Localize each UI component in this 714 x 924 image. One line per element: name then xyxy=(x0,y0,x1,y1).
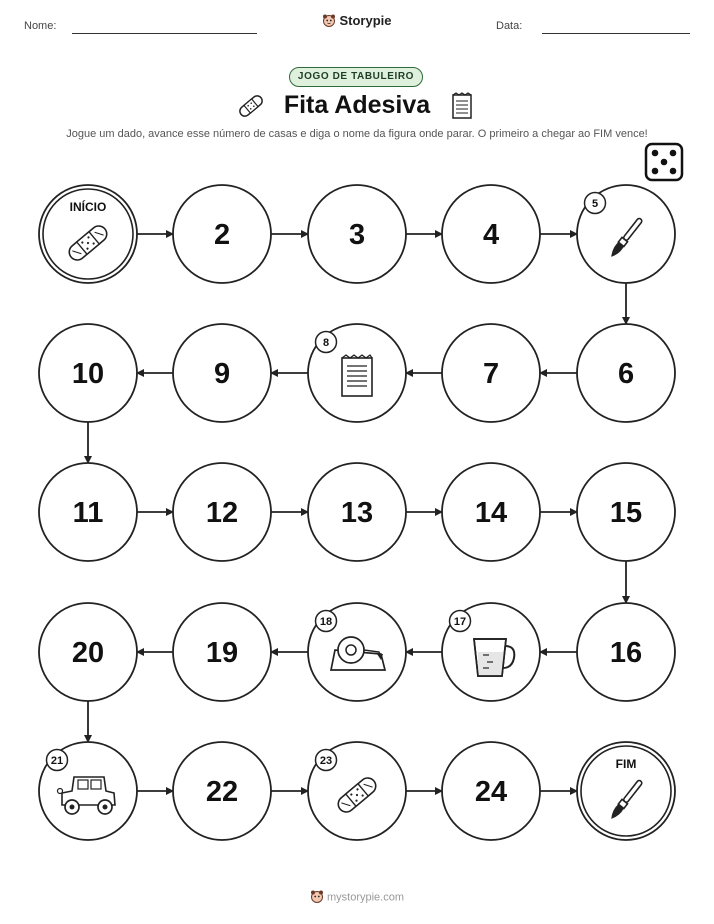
footer xyxy=(0,889,714,906)
board-space-4 xyxy=(442,185,540,283)
space-number: 9 xyxy=(213,358,231,390)
board-space-24 xyxy=(442,742,540,840)
space-number-badge xyxy=(450,611,471,632)
board-space-3 xyxy=(308,185,406,283)
badge-number: 17 xyxy=(453,616,467,628)
board-space-8 xyxy=(308,324,406,422)
space-number-badge xyxy=(316,611,337,632)
space-number: 14 xyxy=(474,497,508,529)
board-space-1 xyxy=(39,185,137,283)
board-space-9 xyxy=(173,324,271,422)
space-number: 10 xyxy=(71,358,105,390)
end-label: FIM xyxy=(615,757,637,771)
game-type-badge: JOGO DE TABULEIRO xyxy=(289,67,423,87)
board-space-10 xyxy=(39,324,137,422)
space-number: 7 xyxy=(482,358,500,390)
badge-number: 21 xyxy=(50,755,64,767)
space-number: 13 xyxy=(340,497,374,529)
board-space-22 xyxy=(173,742,271,840)
badge-number: 23 xyxy=(319,755,333,767)
space-number: 2 xyxy=(213,219,231,251)
start-label: INÍCIO xyxy=(69,200,107,214)
date-label: Data: xyxy=(496,20,523,32)
board-space-5 xyxy=(577,185,675,283)
board-space-20 xyxy=(39,603,137,701)
space-number-badge xyxy=(47,750,68,771)
storypie-logo-icon xyxy=(310,889,324,906)
footer-url: mystorypie.com xyxy=(326,891,405,904)
space-number: 20 xyxy=(71,637,105,669)
space-number: 19 xyxy=(205,637,239,669)
board-space-13 xyxy=(308,463,406,561)
badge-number: 18 xyxy=(319,616,333,628)
board-space-14 xyxy=(442,463,540,561)
notepad-icon xyxy=(342,355,372,396)
board-space-12 xyxy=(173,463,271,561)
board-space-16 xyxy=(577,603,675,701)
space-number-badge xyxy=(585,193,606,214)
board-space-2 xyxy=(173,185,271,283)
space-number: 4 xyxy=(482,219,500,251)
instructions: Jogue um dado, avance esse número de casas e diga o nome da figura onde parar. O primeiro a chegar ao FIM vence! xyxy=(66,128,648,140)
board-space-23 xyxy=(308,742,406,840)
board-space-21 xyxy=(39,742,137,840)
space-number: 16 xyxy=(609,637,643,669)
board-space-19 xyxy=(173,603,271,701)
name-label: Nome: xyxy=(24,20,57,32)
space-number: 11 xyxy=(72,497,104,529)
board-space-11 xyxy=(39,463,137,561)
space-number-badge xyxy=(316,750,337,771)
board-space-25 xyxy=(577,742,675,840)
space-number: 22 xyxy=(205,776,239,808)
badge-number: 8 xyxy=(322,337,330,349)
space-number: 12 xyxy=(205,497,239,529)
board-space-7 xyxy=(442,324,540,422)
space-number: 3 xyxy=(348,219,366,251)
board-space-17 xyxy=(442,603,540,701)
space-number: 15 xyxy=(609,497,643,529)
badge-number: 5 xyxy=(591,198,599,210)
board-space-18 xyxy=(308,603,406,701)
brand-name: Storypie xyxy=(339,13,392,28)
page-title: Fita Adesiva xyxy=(283,91,431,119)
space-number: 24 xyxy=(474,776,508,808)
space-number: 6 xyxy=(617,358,635,390)
space-number-badge xyxy=(316,332,337,353)
board-space-15 xyxy=(577,463,675,561)
board-space-6 xyxy=(577,324,675,422)
